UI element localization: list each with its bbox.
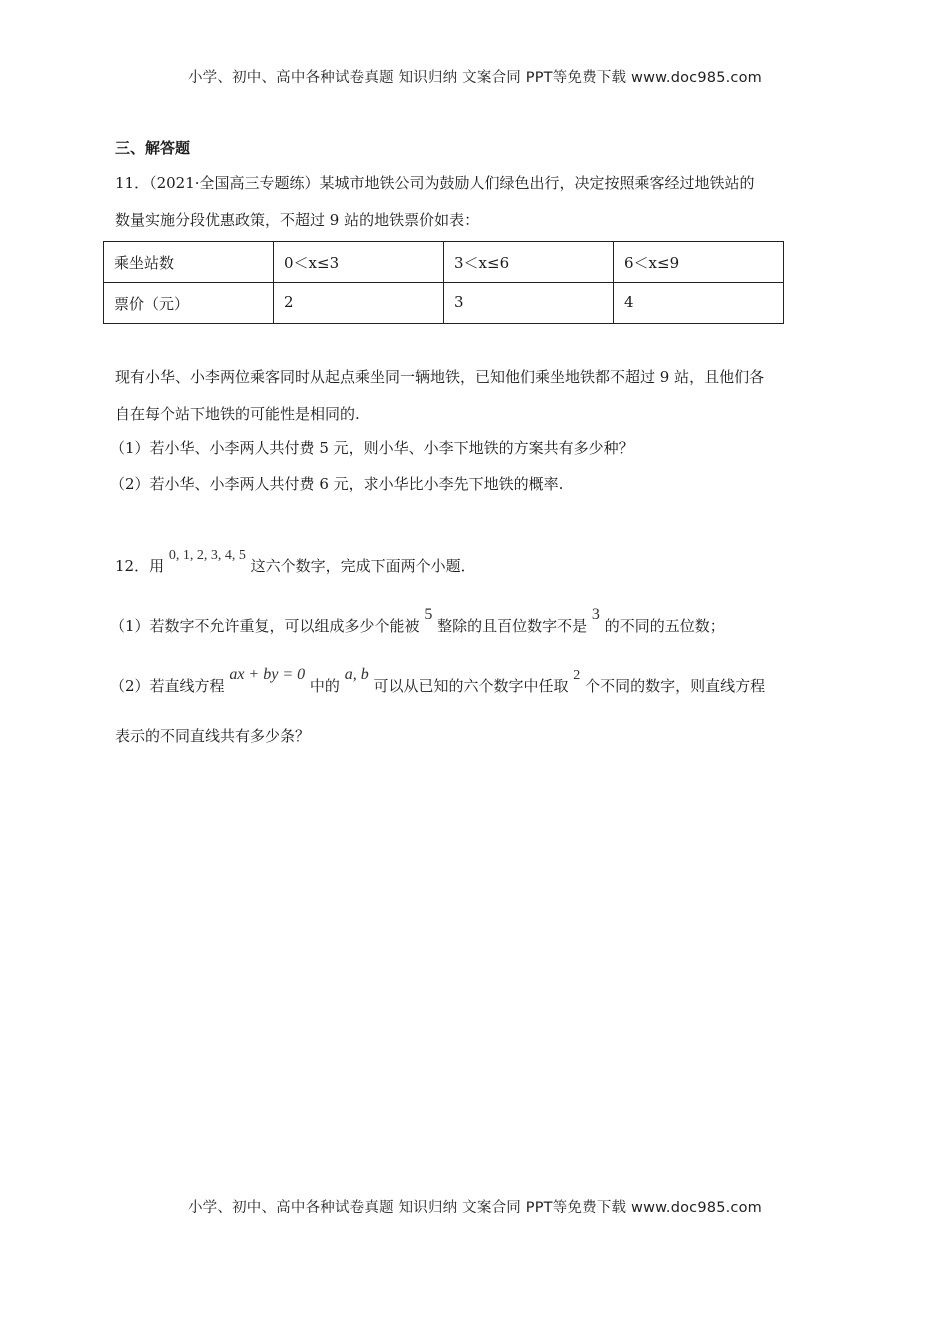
q12-sub2-d: 个不同的数字，则直线方程 bbox=[585, 677, 766, 695]
q12-sub2 bbox=[110, 666, 766, 698]
q12-sub1-num5: 5 bbox=[424, 606, 433, 623]
table-row bbox=[104, 283, 784, 324]
q12-sub2-num2: 2 bbox=[573, 668, 581, 683]
table-cell: 6＜x≤9 bbox=[614, 242, 784, 283]
table-cell: 乘坐站数 bbox=[104, 242, 274, 283]
q12-sub2-line2: 表示的不同直线共有多少条？ bbox=[115, 727, 311, 745]
table-row bbox=[104, 242, 784, 283]
q12-sub1-c: 的不同的五位数； bbox=[604, 617, 725, 635]
fare-table bbox=[103, 241, 784, 324]
q11-line4: 自在每个站下地铁的可能性是相同的. bbox=[115, 405, 360, 423]
q12-sub2-a: （2）若直线方程 bbox=[110, 677, 225, 695]
q11-line2: 数量实施分段优惠政策，不超过 9 站的地铁票价如表： bbox=[115, 211, 480, 229]
q12-sub1-b: 整除的且百位数字不是 bbox=[437, 617, 588, 635]
table-cell: 2 bbox=[274, 283, 444, 324]
q12-sub1 bbox=[110, 606, 725, 637]
q12-prefix: 12．用 bbox=[115, 557, 165, 575]
q12-sub2-c: 可以从已知的六个数字中任取 bbox=[373, 677, 569, 695]
footer-banner: 小学、初中、高中各种试卷真题 知识归纳 文案合同 PPT等免费下载 www.doc985.com bbox=[187, 1200, 763, 1216]
table-cell: 4 bbox=[614, 283, 784, 324]
q12-sub2-ab: a, b bbox=[344, 666, 369, 683]
q12-line1 bbox=[115, 548, 476, 578]
q12-digits: 0, 1, 2, 3, 4, 5 bbox=[168, 548, 246, 563]
q12-sub2-eq: ax + by = 0 bbox=[229, 666, 306, 683]
q11-sub1: （1）若小华、小李两人共付费 5 元，则小华、小李下地铁的方案共有多少种？ bbox=[110, 439, 634, 457]
section-title: 三、解答题 bbox=[115, 139, 191, 157]
table-cell: 3＜x≤6 bbox=[444, 242, 614, 283]
table-cell: 0＜x≤3 bbox=[274, 242, 444, 283]
q11-sub2: （2）若小华、小李两人共付费 6 元，求小华比小李先下地铁的概率. bbox=[110, 475, 564, 493]
q11-line3: 现有小华、小李两位乘客同时从起点乘坐同一辆地铁，已知他们乘坐地铁都不超过 9 站，且他们各 bbox=[115, 368, 765, 386]
table-cell: 票价（元） bbox=[104, 283, 274, 324]
table-cell: 3 bbox=[444, 283, 614, 324]
q12-sub2-b: 中的 bbox=[309, 677, 340, 695]
q12-sub1-a: （1）若数字不允许重复，可以组成多少个能被 bbox=[110, 617, 420, 635]
q12-suffix: 这六个数字，完成下面两个小题． bbox=[250, 557, 476, 575]
q12-sub1-num3: 3 bbox=[591, 606, 600, 623]
q11-line1: 11．（2021·全国高三专题练）某城市地铁公司为鼓励人们绿色出行，决定按照乘客经过地铁站的 bbox=[115, 174, 755, 192]
header-banner: 小学、初中、高中各种试卷真题 知识归纳 文案合同 PPT等免费下载 www.doc985.com bbox=[187, 70, 763, 86]
